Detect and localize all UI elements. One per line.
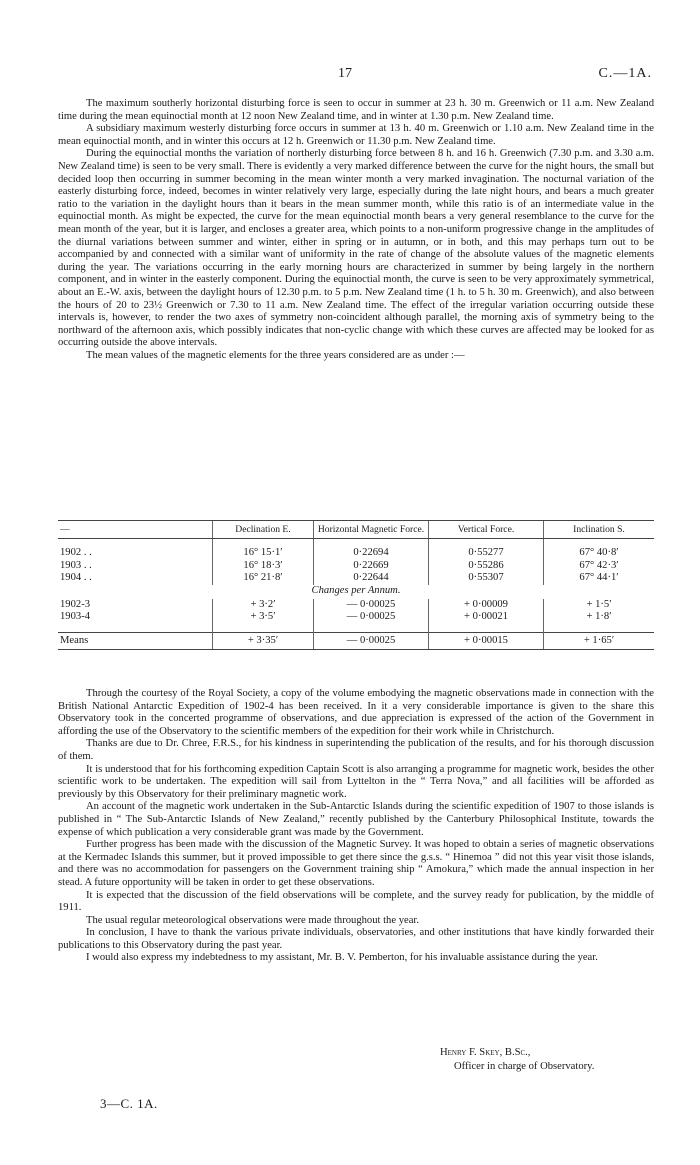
paragraph: Through the courtesy of the Royal Society, a copy of the volume embodying the magnetic observations made in connection with the British National Antarctic Expedition of 1902-4 has been received. In it a very considerable importance is given to the share this Observatory took in the concerted programme of observations, and due appreciation is expressed of the action of the Government in affording the use of the Observatory to the scientific members of the expedition for their work while in Christchurch. bbox=[58, 688, 654, 737]
table-cell: + 3·2′ bbox=[213, 599, 314, 612]
table-cell: 16° 15·1′ bbox=[213, 547, 314, 560]
column-header: Declination E. bbox=[213, 521, 314, 539]
paragraph: It is expected that the discussion of the field observations will be complete, and the survey ready for publication, by the middle of 1911. bbox=[58, 889, 654, 914]
table-cell: 0·22669 bbox=[314, 560, 429, 573]
table-cell: Means bbox=[58, 632, 213, 649]
table-cell: + 1·8′ bbox=[544, 611, 655, 624]
column-header: — bbox=[58, 521, 213, 539]
signatory-name: Henry F. Skey, B.Sc., bbox=[440, 1047, 531, 1058]
table-row bbox=[58, 547, 654, 560]
table-cell: 0·55286 bbox=[429, 560, 544, 573]
paper-reference: C.—1A. bbox=[598, 66, 652, 81]
page-footer: 3—C. 1A. bbox=[100, 1096, 158, 1111]
paragraph: A subsidiary maximum westerly disturbing force occurs in summer at 13 h. 40 m. Greenwich or 1.10 a.m. New Zealand time in the mean equinoctial month, and in winter this occurs at 12 h. Greenwich or 11.30 p.m. New Zealand time. bbox=[58, 123, 654, 147]
table-row bbox=[58, 599, 654, 612]
table-cell: 0·22694 bbox=[314, 547, 429, 560]
table-cell: 1903-4 bbox=[60, 611, 91, 623]
body-text-lower bbox=[58, 688, 654, 965]
table-subheading: Changes per Annum. bbox=[311, 585, 401, 597]
table-cell: + 1·65′ bbox=[544, 632, 655, 649]
table-header-row bbox=[58, 521, 654, 539]
column-header: Inclination S. bbox=[544, 521, 655, 539]
paragraph: Thanks are due to Dr. Chree, F.R.S., for his kindness in superintending the publication of the results, and for his thorough discussion of them. bbox=[58, 738, 654, 762]
paragraph: The usual regular meteorological observations were made throughout the year. bbox=[86, 914, 419, 926]
table-cell: 16° 21·8′ bbox=[213, 572, 314, 585]
table-cell: — 0·00025 bbox=[314, 599, 429, 612]
table-cell: — 0·00025 bbox=[314, 632, 429, 649]
page-number: 17 bbox=[338, 66, 352, 81]
table-cell: 67° 42·3′ bbox=[544, 560, 655, 573]
paragraph: Further progress has been made with the discussion of the Magnetic Survey. It was hoped to obtain a series of magnetic observations at the Kermadec Islands this summer, but it proved impossible to get there since the g.s.s. “ Hinemoa ” did not this year visit those islands, and there was no accommodation for passengers on the Government training ship “ Amokura,” which made the annual inspection in her stead. A future opportunity will be taken in order to get these observations. bbox=[58, 839, 654, 888]
table-cell: 0·22644 bbox=[314, 572, 429, 585]
table-cell: 67° 40·8′ bbox=[544, 547, 655, 560]
paragraph: It is understood that for his forthcoming expedition Captain Scott is also arranging a programme for magnetic work, besides the other scientific work to be undertaken. The expedition will sail from Lyttelton in the “ Terra Nova,” and all facilities will be afforded as previously by this Observatory for their preliminary magnetic work. bbox=[58, 763, 654, 800]
table-cell: + 0·00009 bbox=[429, 599, 544, 612]
table-cell: + 3·5′ bbox=[213, 611, 314, 624]
table-cell: + 3·35′ bbox=[213, 632, 314, 649]
paragraph: During the equinoctial months the variation of northerly disturbing force between 8 h. and 16 h. Greenwich (7.30 p.m. and 3.30 a.m. New Zealand time) is seen to be very small. There is evidently a very marked difference between the curve for the night hours, the small but decided loop then occurring in summer becoming in the mean winter month a very marked invagination. The nocturnal variation of the easterly disturbing force, indeed, becomes in winter relatively very large, especially during the late night hours, and bears a much greater ratio to the variation in the daylight hours than it bears in the mean summer month, while this ratio is of an intermediate value in the equinoctial month. As might be expected, the curve for the mean equinoctial month bears a very general resemblance to the curve for the mean month of the year, but it is larger, and encloses a greater area, which points to a non-uniform progressive change in the amplitudes of the diurnal variations between summer and winter, either in spring or in autumn, or in both, and this may perhaps turn out to be accompanied by and connected with a similar want of uniformity in the rate of change of the absolute values of the magnetic elements during the year. The variations occurring in the early morning hours are characterized in summer by being largely in the northern component, and in winter in the easterly component. During the equinoctial month, the curve is seen to be very approximately symmetrical, about an E.-W. axis, between the daylight hours of 12.30 p.m. to 5 p.m. New Zealand time (1 h. to 5 h. 30 m. Greenwich), and also between the hours of 20 to 23½ Greenwich or 7.30 to 11 a.m. New Zealand time. The effect of the irregular variation occurring outside these intervals is, however, to render the two axes of symmetry non-coincident although parallel, the morning axis of symmetry being to the northward of the afternoon axis, which possibly indicates that non-cyclic change with which these curves are affected may be looked for as occurring outside the above intervals. bbox=[58, 148, 654, 349]
body-text-upper bbox=[58, 98, 654, 362]
paragraph: The maximum southerly horizontal disturbing force is seen to occur in summer at 23 h. 30 m. Greenwich or 11 a.m. New Zealand time during the mean equinoctial month at 12 noon New Zealand time, and in winter at 1.30 p.m. New Zealand time. bbox=[58, 98, 654, 122]
table-cell: + 0·00015 bbox=[429, 632, 544, 649]
column-header: Horizontal Magnetic Force. bbox=[314, 521, 429, 539]
table-cell: 1904 . . bbox=[60, 572, 92, 584]
paragraph: An account of the magnetic work undertaken in the Sub-Antarctic Islands during the scientific expedition of 1907 to those islands is published in “ The Sub-Antarctic Islands of New Zealand,” recently published by the Canterbury Philosophical Institute, towards the expense of which publication a very considerable grant was made by the Government. bbox=[58, 801, 654, 838]
column-header: Vertical Force. bbox=[429, 521, 544, 539]
table-cell: + 0·00021 bbox=[429, 611, 544, 624]
table-row bbox=[58, 611, 654, 624]
table-means-row bbox=[58, 632, 654, 649]
table-subheading-row bbox=[58, 585, 654, 599]
table-cell: 67° 44·1′ bbox=[544, 572, 655, 585]
paragraph: The mean values of the magnetic elements for the three years considered are as under :— bbox=[86, 349, 465, 361]
table-cell: 1903 . . bbox=[60, 559, 92, 571]
signatory-role: Officer in charge of Observatory. bbox=[454, 1061, 595, 1072]
table-cell: + 1·5′ bbox=[544, 599, 655, 612]
paragraph: In conclusion, I have to thank the various private individuals, observatories, and other institutions that have kindly forwarded their publications to this Observatory during the past year. bbox=[58, 927, 654, 951]
table-cell: 0·55307 bbox=[429, 572, 544, 585]
table-cell: 16° 18·3′ bbox=[213, 560, 314, 573]
table-row bbox=[58, 560, 654, 573]
table-cell: 1902-3 bbox=[60, 598, 91, 610]
table-row bbox=[58, 572, 654, 585]
magnetic-elements-table bbox=[58, 520, 654, 650]
paragraph: I would also express my indebtedness to my assistant, Mr. B. V. Pemberton, for his invaluable assistance during the year. bbox=[86, 952, 598, 964]
table-cell: 1902 . . bbox=[60, 547, 92, 558]
table-cell: 0·55277 bbox=[429, 547, 544, 560]
page-header bbox=[0, 66, 700, 86]
table-cell: — 0·00025 bbox=[314, 611, 429, 624]
